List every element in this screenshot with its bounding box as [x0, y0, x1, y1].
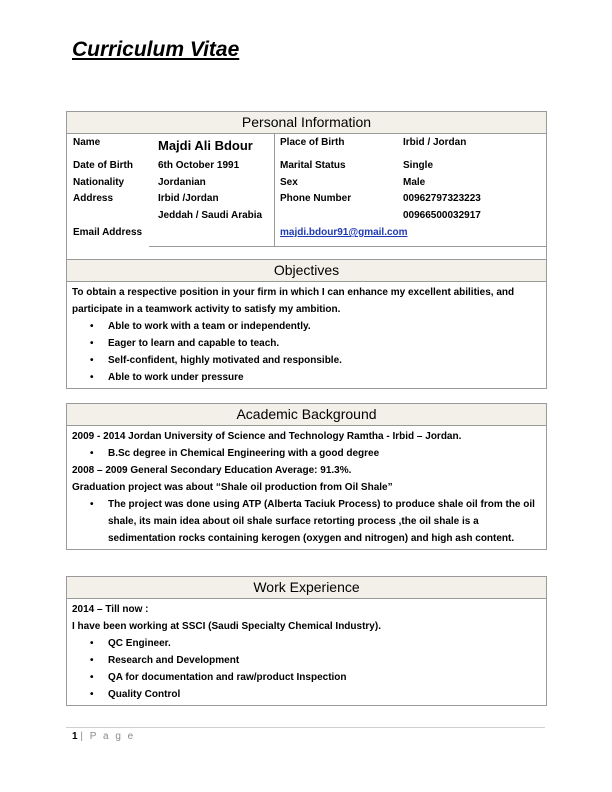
section-heading: Objectives: [67, 260, 546, 282]
section-heading: Work Experience: [67, 577, 546, 599]
footer-divider: [66, 727, 545, 728]
list-item: • Self-confident, highly motivated and responsible.: [90, 352, 541, 369]
list-item: • B.Sc degree in Chemical Engineering with a good degree: [90, 445, 541, 462]
list-item: • Able to work under pressure: [90, 369, 541, 386]
personal-info-table: [67, 134, 546, 262]
phone-2: 00966500032917: [403, 210, 481, 221]
secondary-education-line: 2008 – 2009 General Secondary Education Average: 91.3%.: [72, 465, 352, 476]
sex-label: Sex: [280, 177, 298, 188]
objectives-section: [66, 259, 547, 389]
place-of-birth-value: Irbid / Jordan: [403, 137, 467, 148]
objective-list: [72, 318, 541, 386]
nationality-value: Jordanian: [158, 177, 206, 188]
list-item: • Quality Control: [90, 686, 541, 703]
objective-text: To obtain a respective position in your firm in which I can enhance my excellent abilities, and participate in a teamwork activity to satisfy my ambition.: [72, 287, 515, 315]
graduation-project-line: Graduation project was about “Shale oil production from Oil Shale”: [72, 482, 393, 493]
academic-section: [66, 403, 547, 550]
sex-value: Male: [403, 177, 426, 188]
name-value: Majdi Ali Bdour: [158, 138, 253, 153]
marital-status-label: Marital Status: [280, 160, 346, 171]
place-of-birth-label: Place of Birth: [280, 137, 345, 148]
address-line-1: Irbid /Jordan: [158, 193, 219, 204]
name-label: Name: [73, 137, 101, 148]
marital-status-value: Single: [403, 160, 434, 171]
list-item: • Able to work with a team or independently.: [90, 318, 541, 335]
list-item: • QA for documentation and raw/product Inspection: [90, 669, 541, 686]
phone-1: 00962797323223: [403, 193, 481, 204]
page-label: | P a g e: [80, 731, 136, 742]
section-heading: Academic Background: [67, 404, 546, 426]
list-item: • Research and Development: [90, 652, 541, 669]
university-line: 2009 - 2014 Jordan University of Science and Technology Ramtha - Irbid – Jordan.: [72, 431, 462, 442]
email-label: Email Address: [73, 227, 143, 238]
list-item: • Eager to learn and capable to teach.: [90, 335, 541, 352]
list-item: • The project was done using ATP (Alberta Taciuk Process) to produce shale oil from the oil shale, its main idea about oil shale surface retorting process ,the oil shale is a sedimentation rocks containing kerogen (oxygen and nitrogen) and high ash content.: [90, 496, 541, 547]
personal-information-section: [66, 111, 547, 263]
work-experience-section: [66, 576, 547, 706]
nationality-label: Nationality: [73, 177, 125, 188]
work-period: 2014 – Till now :: [72, 604, 149, 615]
page-title: Curriculum Vitae: [72, 38, 240, 61]
work-intro: I have been working at SSCI (Saudi Specialty Chemical Industry).: [72, 621, 381, 632]
dob-label: Date of Birth: [73, 160, 133, 171]
list-item: • QC Engineer.: [90, 635, 541, 652]
dob-value: 6th October 1991: [158, 160, 240, 171]
section-heading: Personal Information: [67, 112, 546, 134]
phone-label: Phone Number: [280, 193, 352, 204]
address-line-2: Jeddah / Saudi Arabia: [158, 210, 263, 221]
email-link[interactable]: majdi.bdour91@gmail.com: [280, 227, 408, 238]
address-label: Address: [73, 193, 114, 204]
page-footer: [72, 731, 135, 742]
page-number: 1: [72, 731, 78, 742]
